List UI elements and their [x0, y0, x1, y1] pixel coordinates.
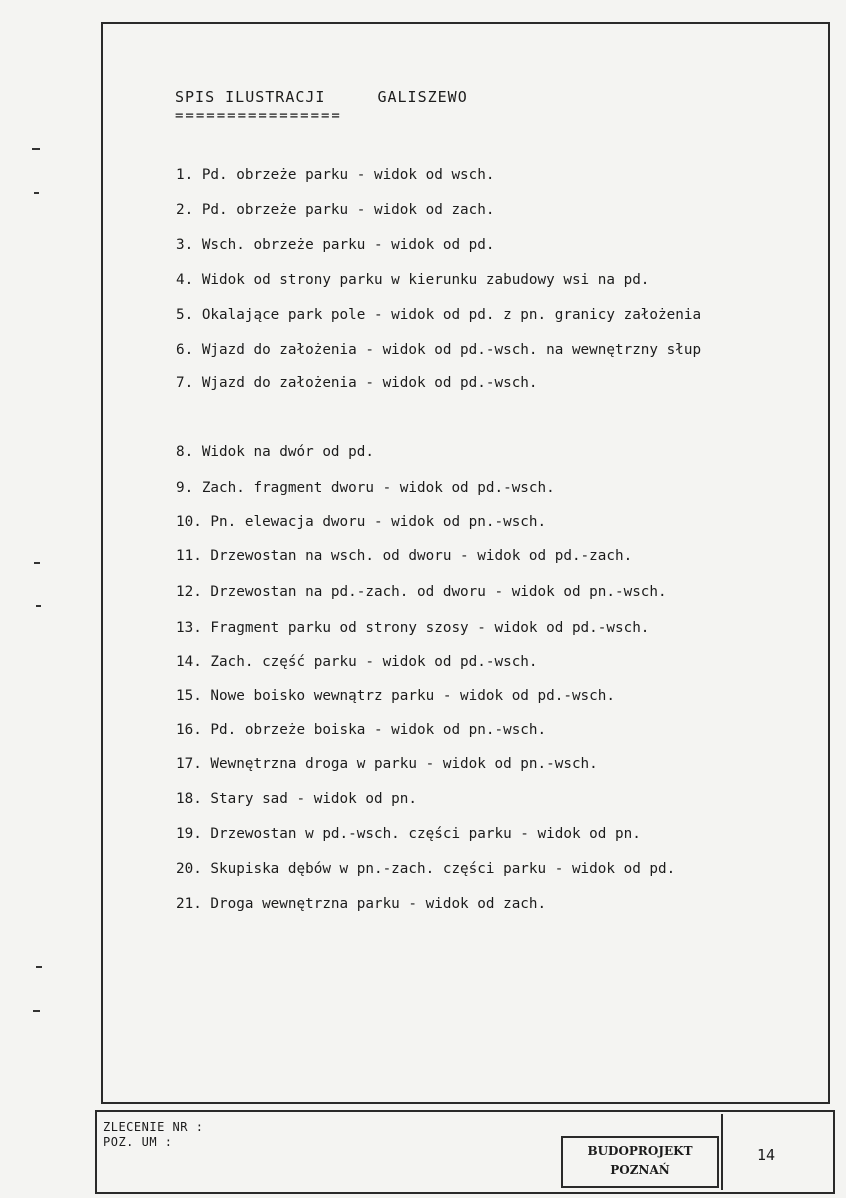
list-item: 2. Pd. obrzeże parku - widok od zach. [176, 202, 495, 218]
scan-mark [36, 605, 41, 607]
title-block [95, 1110, 835, 1194]
scan-mark [36, 966, 42, 968]
scan-mark [33, 1010, 40, 1012]
list-item: 19. Drzewostan w pd.-wsch. części parku - widok od pn. [176, 826, 641, 842]
list-item: 12. Drzewostan na pd.-zach. od dworu - widok od pn.-wsch. [176, 584, 667, 600]
list-item: 9. Zach. fragment dworu - widok od pd.-wsch. [176, 480, 555, 496]
company-stamp [561, 1136, 719, 1188]
order-number-label: ZLECENIE NR : [103, 1120, 204, 1134]
list-item: 4. Widok od strony parku w kierunku zabudowy wsi na pd. [176, 272, 650, 288]
title-underline: ================ [175, 108, 342, 124]
page-number-cell [721, 1114, 833, 1190]
list-item: 7. Wjazd do założenia - widok od pd.-wsch. [176, 375, 538, 391]
list-item: 13. Fragment parku od strony szosy - widok od pd.-wsch. [176, 620, 650, 636]
page-title [175, 88, 468, 106]
title-text: SPIS ILUSTRACJI [175, 88, 326, 106]
company-city: POZNAŃ [610, 1163, 670, 1177]
company-name: BUDOPROJEKT [587, 1144, 693, 1158]
list-item: 1. Pd. obrzeże parku - widok od wsch. [176, 167, 495, 183]
subtitle-text: GALISZEWO [377, 88, 468, 106]
order-fields [103, 1120, 203, 1150]
list-item: 3. Wsch. obrzeże parku - widok od pd. [176, 237, 495, 253]
list-item: 14. Zach. część parku - widok od pd.-wsch. [176, 654, 538, 670]
list-item: 21. Droga wewnętrzna parku - widok od zach. [176, 896, 547, 912]
list-item: 10. Pn. elewacja dworu - widok od pn.-wsch. [176, 514, 547, 530]
list-item: 16. Pd. obrzeże boiska - widok od pn.-wsch. [176, 722, 547, 738]
scan-mark [34, 562, 40, 564]
scan-mark [32, 148, 40, 150]
list-item: 15. Nowe boisko wewnątrz parku - widok od pd.-wsch. [176, 688, 615, 704]
list-item: 11. Drzewostan na wsch. od dworu - widok od pd.-zach. [176, 548, 633, 564]
list-item: 18. Stary sad - widok od pn. [176, 791, 418, 807]
list-item: 20. Skupiska dębów w pn.-zach. części parku - widok od pd. [176, 861, 676, 877]
scan-mark [34, 192, 39, 194]
position-label: POZ. UM : [103, 1135, 173, 1149]
list-item: 6. Wjazd do założenia - widok od pd.-wsch. na wewnętrzny słup [176, 342, 702, 358]
list-item: 8. Widok na dwór od pd. [176, 444, 374, 460]
page-number: 14 [757, 1146, 776, 1164]
list-item: 5. Okalające park pole - widok od pd. z pn. granicy założenia [176, 307, 702, 323]
list-item: 17. Wewnętrzna droga w parku - widok od pn.-wsch. [176, 756, 598, 772]
